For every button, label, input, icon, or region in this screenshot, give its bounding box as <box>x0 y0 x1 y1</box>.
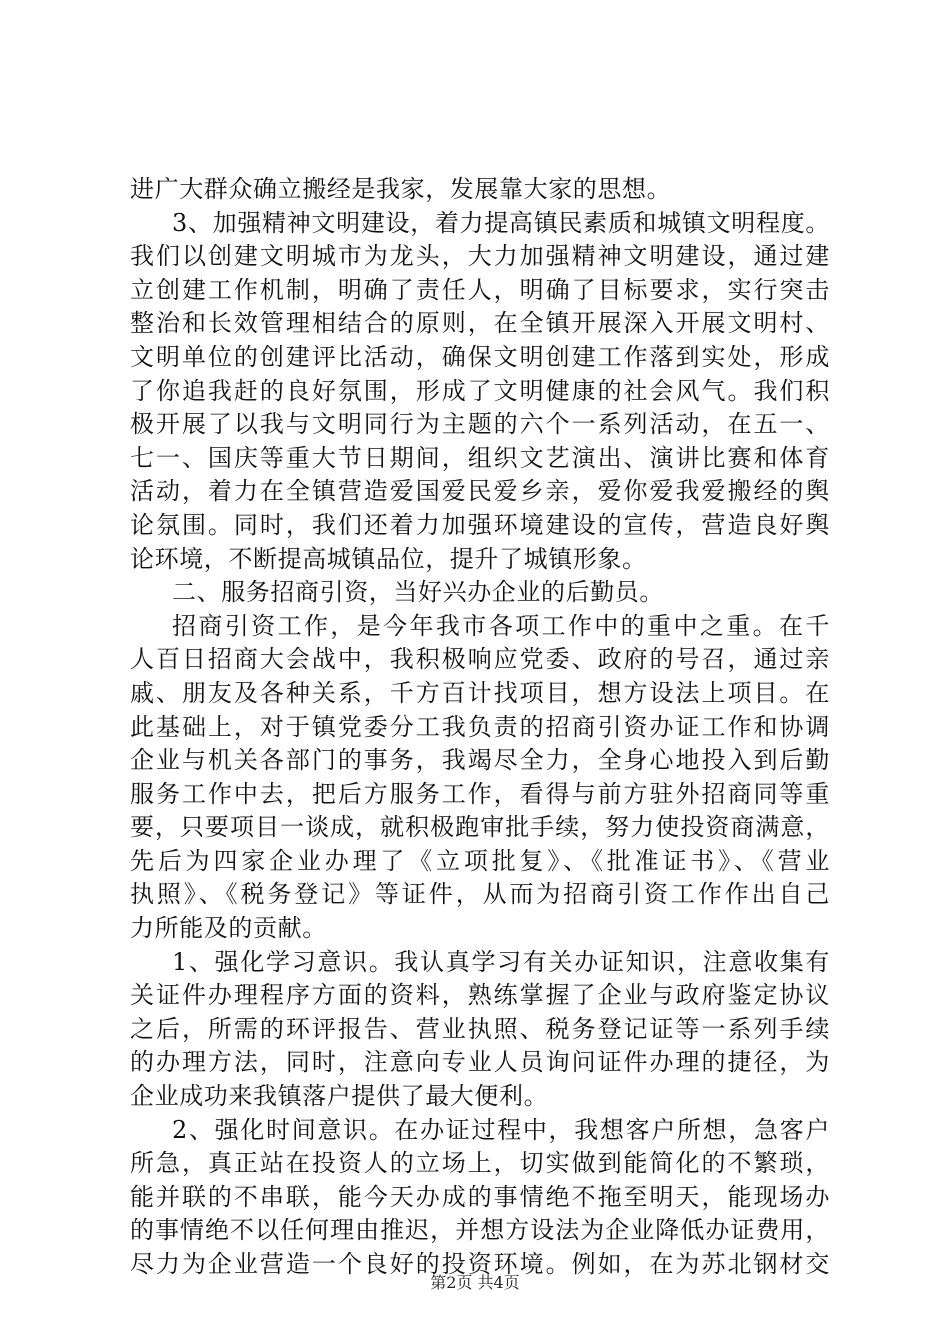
body-text-line: 活动，着力在全镇营造爱国爱民爱乡亲，爱你爱我爱搬经的舆 <box>130 477 830 506</box>
body-text-line: 了你追我赶的良好氛围，形成了文明健康的社会风气。我们积 <box>130 376 830 405</box>
body-text-line: 极开展了以我与文明同行为主题的六个一系列活动，在五一、 <box>130 410 830 439</box>
body-text-line: 服务工作中去，把后方服务工作，看得与前方驻外招商同等重 <box>130 779 830 808</box>
body-text-line: 文明单位的创建评比活动，确保文明创建工作落到实处，形成 <box>130 342 830 371</box>
body-text-line: 先后为四家企业办理了《立项批复》、《批准证书》、《营业 <box>130 846 830 875</box>
body-text-line: 的事情绝不以任何理由推迟，并想方设法为企业降低办证费用， <box>130 1216 830 1245</box>
body-text-line: 进广大群众确立搬经是我家，发展靠大家的思想。 <box>130 175 672 203</box>
body-text-line: 戚、朋友及各种关系，千方百计找项目，想方设法上项目。在 <box>130 678 830 707</box>
body-text-line: 二、服务招商引资，当好兴办企业的后勤员。 <box>172 578 664 607</box>
body-text-line: 力所能及的贡献。 <box>130 914 327 943</box>
body-text-line: 此基础上，对于镇党委分工我负责的招商引资办证工作和协调 <box>130 712 830 741</box>
document-body <box>130 173 830 1282</box>
body-text-line: 论环境，不断提高城镇品位，提升了城镇形象。 <box>130 544 647 573</box>
body-text-line: 关证件办理程序方面的资料，熟练掌握了企业与政府鉴定协议 <box>130 981 830 1010</box>
body-text-line: 整治和长效管理相结合的原则，在全镇开展深入开展文明村、 <box>130 309 830 338</box>
body-text-line: 七一、国庆等重大节日期间，组织文艺演出、演讲比赛和体育 <box>130 443 830 472</box>
body-text-line: 能并联的不串联，能今天办成的事情绝不拖至明天，能现场办 <box>130 1182 830 1211</box>
body-text-line: 企业成功来我镇落户提供了最大便利。 <box>130 1082 549 1111</box>
body-text-line: 要，只要项目一谈成，就积极跑审批手续，努力使投资商满意， <box>130 813 830 842</box>
body-text-line: 之后，所需的环评报告、营业执照、税务登记证等一系列手续 <box>130 1014 830 1043</box>
body-text-line: 3、加强精神文明建设，着力提高镇民素质和城镇文明程度。 <box>172 208 830 237</box>
body-text-line: 招商引资工作，是今年我市各项工作中的重中之重。在千 <box>172 611 830 640</box>
body-text-line: 1、强化学习意识。我认真学习有关办证知识，注意收集有 <box>172 947 830 976</box>
body-text-line: 企业与机关各部门的事务，我竭尽全力，全身心地投入到后勤 <box>130 746 830 775</box>
body-text-line: 所急，真正站在投资人的立场上，切实做到能简化的不繁琐， <box>130 1149 830 1178</box>
body-text-line: 我们以创建文明城市为龙头，大力加强精神文明建设，通过建 <box>130 242 830 271</box>
body-text-line: 人百日招商大会战中，我积极响应党委、政府的号召，通过亲 <box>130 645 830 674</box>
body-text-line: 2、强化时间意识。在办证过程中，我想客户所想，急客户 <box>172 1115 830 1144</box>
page-footer: 第2页 共4页 <box>430 1273 520 1292</box>
body-text-line: 的办理方法，同时，注意向专业人员询问证件办理的捷径，为 <box>130 1048 830 1077</box>
body-text-line: 执照》、《税务登记》等证件，从而为招商引资工作作出自己 <box>130 880 830 909</box>
body-text-line: 立创建工作机制，明确了责任人，明确了目标要求，实行突击 <box>130 275 830 304</box>
body-text-line: 论氛围。同时，我们还着力加强环境建设的宣传，营造良好舆 <box>130 510 830 539</box>
body-text-line: 尽力为企业营造一个良好的投资环境。例如，在为苏北钢材交 <box>130 1250 830 1278</box>
